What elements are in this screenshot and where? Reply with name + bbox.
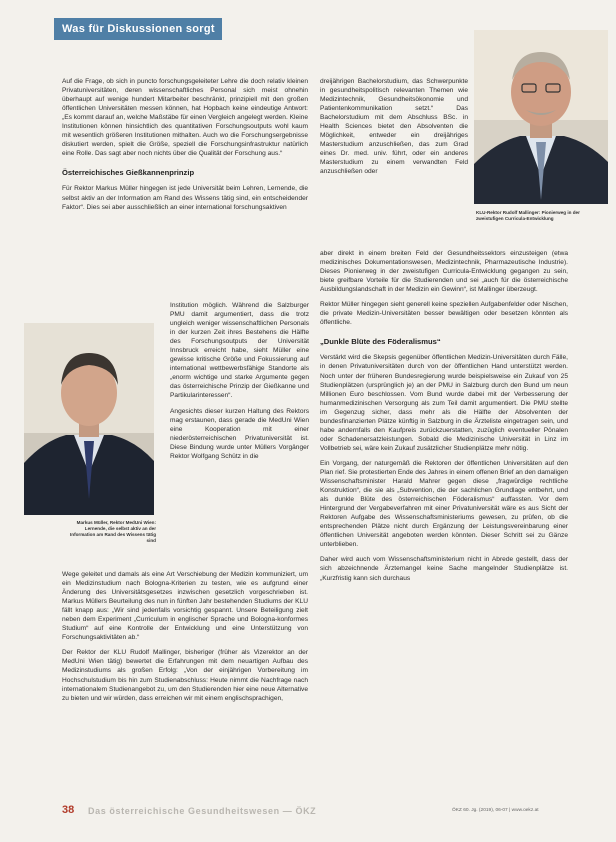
right-paragraph-2: Rektor Müller hingegen sieht generell keine speziellen Aufgabenfelder oder Nischen, die private Medizin-Universitäten besser bewältigen oder besetzen könnten als öffentliche. xyxy=(320,301,568,327)
left-paragraph-3: Der Rektor der KLU Rudolf Mallinger, bisheriger (früher als Vizerektor an der MedUni Wien tätig) bewertet die Erfahrungen mit dem neuartigen Aufbau des Medizinstudiums als großen Erfolg: „Von der einjährigen Vorbereitung im Hochschulstudium bis hin zum Studienabschluss: Heute nimmt die Nachfrage nach internationalem Studienangebot zu, um den Studierenden hier eine neue Alternative zu bieten und wir würden, dass erreichen wir mit einem englischsprachigen, xyxy=(62,649,308,702)
left-paragraph-1: Für Rektor Markus Müller hingegen ist jede Universität beim Lehren, Lernende, die selbst aktiv an der Information am Rand des Wissens tätig sind, ein entscheidender Faktor“. Dies sei aber ausschließlich an einer international forschungsaktiven xyxy=(62,185,308,211)
portrait-photo-mallinger xyxy=(474,30,608,204)
mueller-portrait-image xyxy=(24,323,154,515)
page-number: 38 xyxy=(62,804,75,816)
right-paragraph-5: Daher wird auch vom Wissenschaftsministerium nicht in Abrede gestellt, dass der sich abzeichnende Ärztemangel keine Sache mangelnder Studienplätze ist. „Kurzfristig kann sich durchaus xyxy=(320,556,568,582)
intro-paragraph: Auf die Frage, ob sich in puncto forschungsgeleiteter Lehre die doch relativ kleinen Privatuniversitäten, deren wissenschaftliches Personal sich meist ohnehin überhaupt auf wenige hundert Mitarbeiter beschränkt, prinzipiell mit den großen öffentlichen Universitäten messen können, hat Hopbach keine eindeutige Antwort: „Es kommt darauf an, welche Maßstäbe für einen Vergleich angelegt werden. Kleine Institutionen können hinsichtlich des quantitativen Forschungsoutputs wohl kaum mit wesentlich größeren Institutionen mithalten. Auch wo die Forschungsergebnisse diskutiert werden, spielt die Größe, speziell die Forschungsinfrastruktur natürlich eine Rolle. Das sagt aber noch nichts über die Qualität der Forschung aus.“ xyxy=(62,78,308,158)
left-column-top xyxy=(62,77,308,218)
right-paragraph-1-narrow: dreijährigen Bachelorstudium, das Schwerpunkte in gesundheitspolitisch relevanten Themen wie Medizintechnik, Gesundheitsökonomie und Patientenkommunikation setzt.“ Das Bachelorstudium mit dem Abschluss BSc. in Health Sciences bietet den Absolventen die Möglichkeit, entweder ein dreijähriges Masterstudium anzuschließen, das zum Grad eines Dr. med. univ. führt, oder ein anderes Masterstudium zu einem verwandten Feld anzuschließen oder xyxy=(320,78,468,176)
left-paragraph-1-wrap: Institution möglich. Während die Salzburger PMU damit argumentiert, dass die trotz ungleich weniger wissenschaftlichen Personals in der kurzen Zeit ihres Bestehens die Hälfte des Forschungsoutputs der Universität Innsbruck erreicht habe, sieht Müller eine gewisse kritische Größe und Fokussierung auf international wettbewerbsfähige Standorte als „enorm wichtige und starke Argumente gegen das österreichische Prinzip der Gießkanne und Partikularinteressen“. xyxy=(170,302,309,400)
caption-mallinger: KLU-Rektor Rudolf Mallinger: Pionierweg in der zweistufigen Curricula-Entwicklung xyxy=(476,210,580,221)
issue-info: ÖKZ 60. Jg. (2019), 06-07 | www.oekz.at xyxy=(452,808,539,813)
left-column-wrap xyxy=(170,301,309,467)
right-paragraph-3: Verstärkt wird die Skepsis gegenüber öffentlichen Medizin-Universitäten durch Fälle, in denen Privatuniversitäten durch von der öffentlichen Hand unterstützt werden. Noch unter der früheren Bundesregierung wurde beispielsweise ein Zukauf von 25 Studienplätzen (ursprünglich je) an der PMU in Salzburg durch den Bund um neun Millionen Euro beschlossen. Vom Bund wurde dabei mit der Verbesserung der humanmedizinischen Versorgung als zum Teil damit argumentiert. Die PMU stellte im Gegenzug sicher, dass mehr als die Hälfte der Absolventen der bundesfinanzierten Plätze künftig in Salzburg in die Ärzteliste eingetragen sein, und habe andernfalls den Kaufpreis zurückzuerstatten, zuzüglich eventueller Pönalen oder Schadenersatzleistungen. Sobald die Medizinische Universität in Linz im Vollbetrieb sei, wäre kein Zukauf zusätzlicher Studienplätze mehr nötig. xyxy=(320,354,568,452)
right-column-full xyxy=(320,249,568,589)
caption-mueller: Markus Müller, Rektor MedUni Wien: Lernende, die selbst aktiv an der Information am Rand des Wissens tätig sind xyxy=(70,520,156,543)
right-subheading: „Dunkle Blüte des Föderalismus“ xyxy=(320,337,441,347)
left-subheading: Österreichisches Gießkannenprinzip xyxy=(62,168,195,178)
right-column-narrow xyxy=(320,77,468,183)
left-paragraph-2-full: Wege geleitet und damals als eine Art Verschiebung der Medizin kommuniziert, um ein Medizinstudium nach Bologna-Kriterien zu testen, wie es aufgrund einer Änderung des Universitätsgesetzes inzwischen gesetzlich vorgeschrieben ist. Markus Müllers Beurteilung des nun in fünften Jahr bestehenden Studiums der KLU fällt knapp aus: „Wir sind jedenfalls vorsichtig gespannt. Unsere Beteiligung zielt neben dem Experiment „Curriculum in englischer Sprache und Bologna-konformes Studium“ auf eine Kontrolle der Entwicklung und eine Unterstützung von Forschungsaktivitäten ab.“ xyxy=(62,571,308,642)
right-paragraph-1-full: aber direkt in einem breiten Feld der Gesundheitssektors einzusteigen (etwa medizinisches Dokumentationswesen, Medizintechnik, Pharmazeutische Industrie). Dieses Pionierweg in der zweistufigen Curricula-Entwicklung gegangen zu sein, biete greifbare Vorteile für die Studierenden und sei „auch für die österreichische Ausbildungslandschaft in der Medizin ein Gewinn“, ist Mallinger überzeugt. xyxy=(320,250,568,294)
right-paragraph-4: Ein Vorgang, der naturgemäß die Rektoren der öffentlichen Universitäten auf den Plan rief. Sie protestierten Ende des Jahres in einem offenen Brief an den damaligen Wissenschaftsminister Harald Mahrer gegen diese „fragwürdige rechtliche Konstruktion“, die sie als „Subvention, die der sachlichen Grundlage entbehrt, und als dunkle Blüte des österreichischen Föderalismus“ auffassten. Vor dem Hintergrund der Vergabeverfahren mit einer Privatuniversität wäre es aus Sicht der Rektoren Aufgabe des Wissenschaftsministeriums gewesen, zu prüfen, ob die entsprechenden Plätze nicht durch Ergänzung der Leistungsvereinbarung einer öffentlichen Universität angeboten werden könnten. Dieser Schritt sei zu Gänze unterblieben. xyxy=(320,459,568,549)
left-column-bottom xyxy=(62,570,308,709)
mallinger-portrait-image xyxy=(474,30,608,204)
portrait-photo-mueller xyxy=(24,323,154,515)
publication-title: Das österreichische Gesundheitswesen — ÖKZ xyxy=(88,806,317,816)
left-paragraph-2-wrap: Angesichts dieser kurzen Haltung des Rektors mag erstaunen, dass gerade die MedUni Wien eine Kooperation mit einer niederösterreichischen Privatuniversität ist. Diese Bindung wurde unter Müllers Vorgänger Rektor Wolfgang Schütz in die xyxy=(170,407,309,460)
section-header-tab: Was für Diskussionen sorgt xyxy=(54,18,222,40)
